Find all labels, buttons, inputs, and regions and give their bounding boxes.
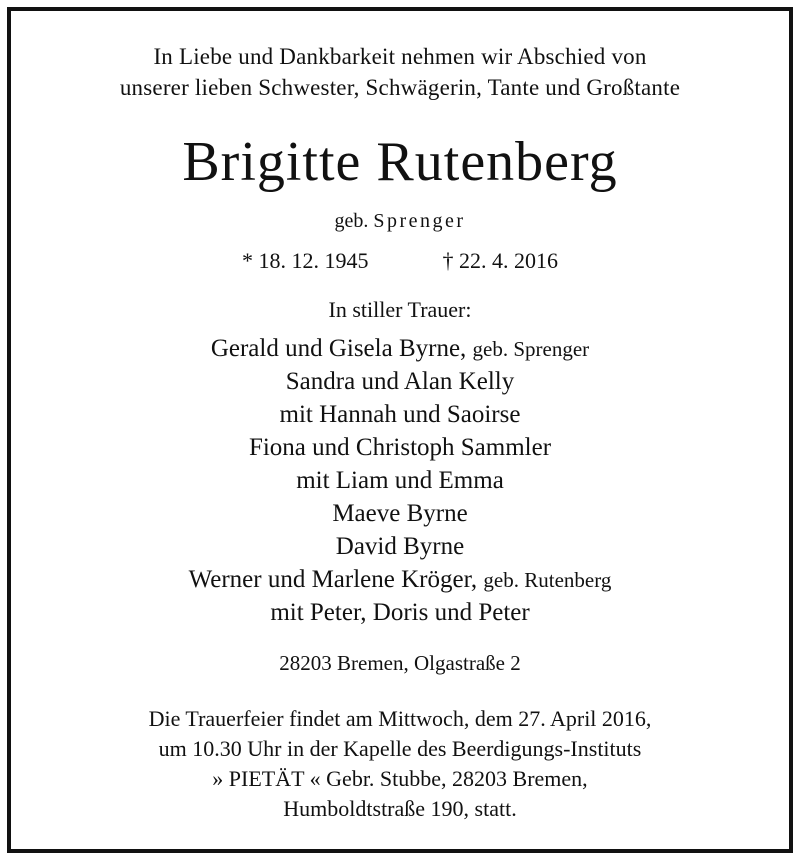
mourners-title: In stiller Trauer: <box>328 297 472 322</box>
intro-line-2: unserer lieben Schwester, Schwägerin, Tante und Großtante <box>119 75 681 100</box>
mourner-line <box>0 533 800 561</box>
maiden-name-prefix: geb. <box>334 210 369 232</box>
service-line-3: » PIETÄT « Gebr. Stubbe, 28203 Bremen, <box>212 766 588 791</box>
mourner-line <box>0 566 800 594</box>
mourner-nee: geb. Rutenberg <box>483 568 612 592</box>
mourner-main: Maeve Byrne <box>332 500 468 527</box>
mourner-main: Sandra und Alan Kelly <box>285 368 515 395</box>
life-dates <box>0 248 800 274</box>
service-line-2: um 10.30 Uhr in der Kapelle des Beerdigungs-Instituts <box>158 736 642 761</box>
mourner-line <box>0 599 800 627</box>
mourner-line <box>0 401 800 429</box>
mourner-main: mit Liam und Emma <box>296 467 504 494</box>
intro-line-1: In Liebe und Dankbarkeit nehmen wir Abschied von <box>153 44 647 69</box>
mourner-line <box>0 368 800 396</box>
service-line-1: Die Trauerfeier findet am Mittwoch, dem 27. April 2016, <box>148 706 652 731</box>
mourner-main: mit Peter, Doris und Peter <box>270 599 530 626</box>
family-address: 28203 Bremen, Olgastraße 2 <box>279 651 521 675</box>
mourner-main: mit Hannah und Saoirse <box>279 401 521 428</box>
deceased-name: Brigitte Rutenberg <box>182 131 618 193</box>
mourner-main: Fiona und Christoph Sammler <box>248 434 552 461</box>
mourner-line <box>0 434 800 462</box>
service-line-4: Humboldtstraße 190, statt. <box>283 796 517 821</box>
maiden-name <box>0 210 800 233</box>
maiden-name-value: Sprenger <box>373 210 466 232</box>
mourner-line <box>0 335 800 363</box>
mourner-main: Gerald und Gisela Byrne, <box>210 335 467 362</box>
death-date: † 22. 4. 2016 <box>442 248 558 273</box>
mourner-line <box>0 500 800 528</box>
mourner-main: David Byrne <box>335 533 465 560</box>
mourner-line <box>0 467 800 495</box>
mourner-main: Werner und Marlene Kröger, <box>188 566 478 593</box>
mourner-nee: geb. Sprenger <box>472 337 590 361</box>
birth-date: * 18. 12. 1945 <box>242 248 369 273</box>
